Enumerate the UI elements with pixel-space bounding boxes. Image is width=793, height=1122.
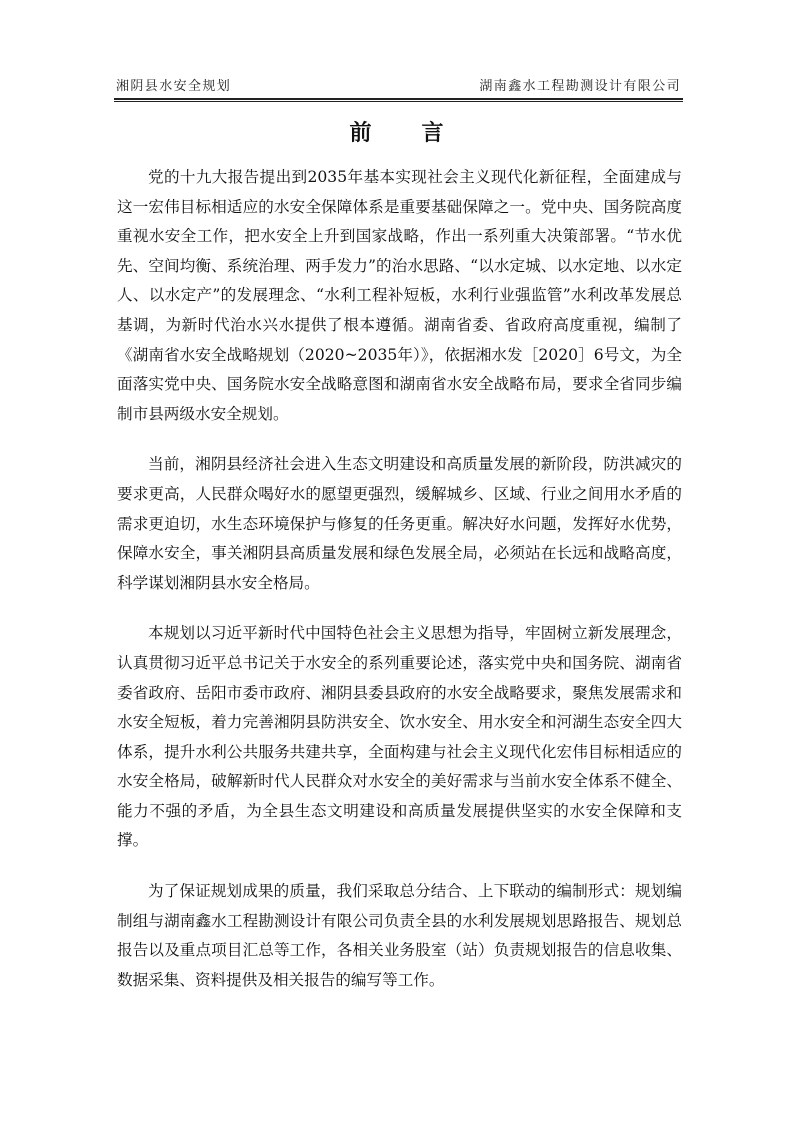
- header-company-name: 湖南鑫水工程勘测设计有限公司: [479, 79, 681, 94]
- header-document-title: 湘阴县水安全规划: [116, 79, 232, 94]
- paragraph-2: 当前，湘阴县经济社会进入生态文明建设和高质量发展的新阶段，防洪减灾的要求更高，人民群众喝好水的愿望更强烈，缓解城乡、区域、行业之间用水矛盾的需求更迫切，水生态环境保护与修复的任务更重。解决好水问题，发挥好水优势，保障水安全，事关湘阴县高质量发展和绿色发展全局，必须站在长远和战略高度，科学谋划湘阴县水安全格局。: [117, 455, 682, 592]
- paragraph-4: 为了保证规划成果的质量，我们采取总分结合、上下联动的编制形式：规划编制组与湖南鑫水工程勘测设计有限公司负责全县的水利发展规划思路报告、规划总报告以及重点项目汇总等工作，各相关业务股室（站）负责规划报告的信息收集、数据采集、资料提供及相关报告的编写等工作。: [117, 882, 682, 989]
- paragraph-1: 党的十九大报告提出到2035年基本实现社会主义现代化新征程，全面建成与这一宏伟目标相适应的水安全保障体系是重要基础保障之一。党中央、国务院高度重视水安全工作，把水安全上升到国家战略，作出一系列重大决策部署。“节水优先、空间均衡、系统治理、两手发力”的治水思路、“以水定城、以水定地、以水定人、以水定产”的发展理念、“水利工程补短板，水利行业强监管”水利改革发展总基调，为新时代治水兴水提供了根本遵循。湖南省委、省政府高度重视，编制了《湖南省水安全战略规划（2020~2035年）》，依据湘水发［2020］6号文，为全面落实党中央、国务院水安全战略意图和湖南省水安全战略布局，要求全省同步编制市县两级水安全规划。: [117, 168, 682, 423]
- paragraph-3: 本规划以习近平新时代中国特色社会主义思想为指导，牢固树立新发展理念，认真贯彻习近平总书记关于水安全的系列重要论述，落实党中央和国务院、湖南省委省政府、岳阳市委市政府、湘阴县委县政府的水安全战略要求，聚焦发展需求和水安全短板，着力完善湘阴县防洪安全、饮水安全、用水安全和河湖生态安全四大体系，提升水利公共服务共建共享，全面构建与社会主义现代化宏伟目标相适应的水安全格局，破解新时代人民群众对水安全的美好需求与当前水安全体系不健全、能力不强的矛盾，为全县生态文明建设和高质量发展提供坚实的水安全保障和支撑。: [117, 624, 682, 850]
- body-content: [117, 163, 682, 1016]
- header-rule-thick: [114, 98, 683, 100]
- page-header: [116, 74, 681, 94]
- header-rule-thin: [114, 101, 683, 102]
- page-title: 前 言: [349, 120, 458, 146]
